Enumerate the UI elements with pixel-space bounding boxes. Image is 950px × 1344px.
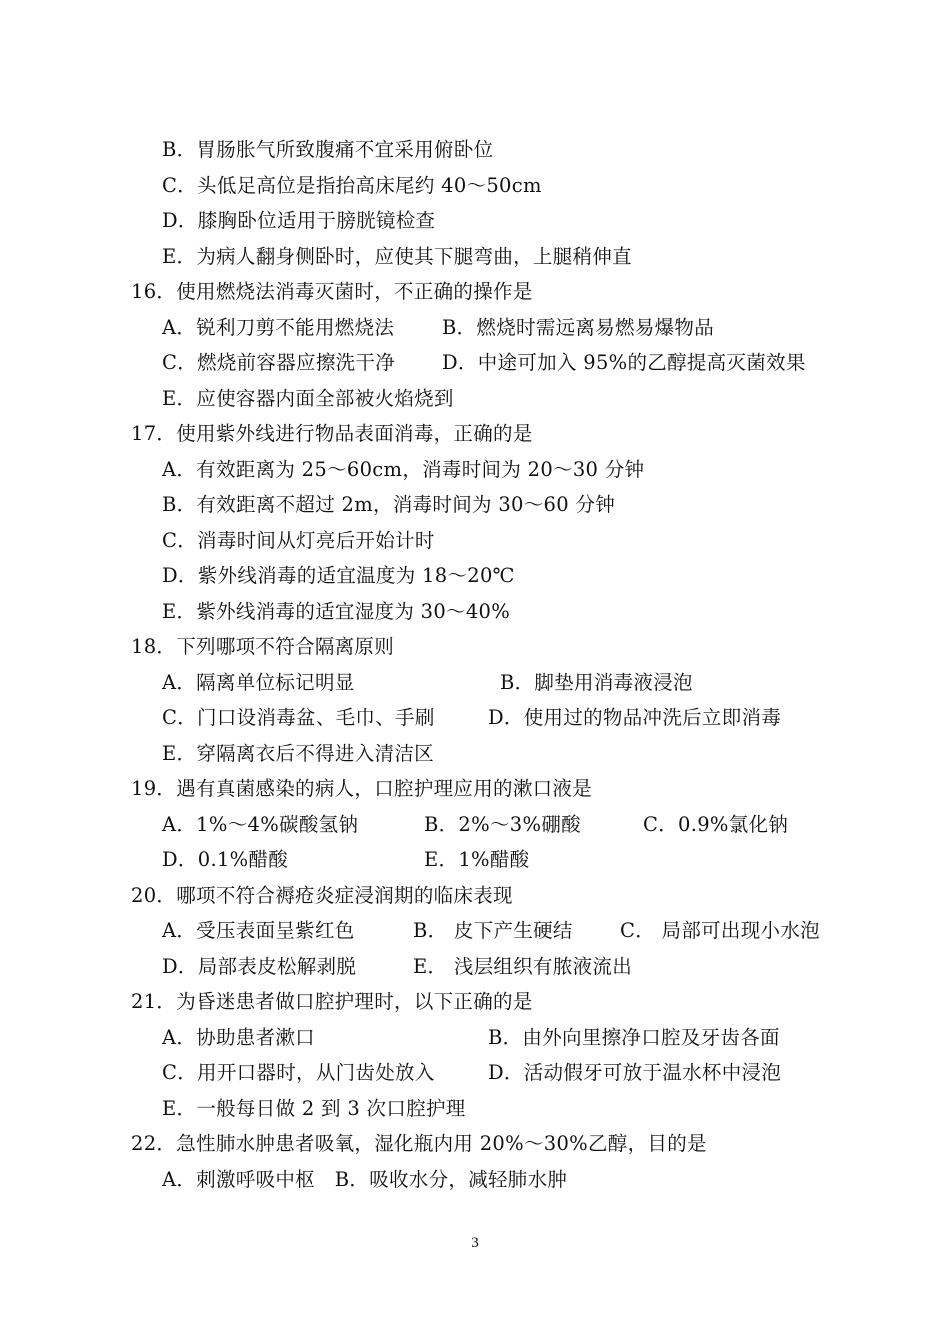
option-20d: D．局部表皮松解剥脱 bbox=[162, 955, 357, 978]
option-21d: D．活动假牙可放于温水杯中浸泡 bbox=[488, 1061, 782, 1084]
option-16c: C．燃烧前容器应擦洗干净 bbox=[162, 351, 396, 374]
option-18b: B．脚垫用消毒液浸泡 bbox=[500, 671, 693, 694]
option-18a: A．隔离单位标记明显 bbox=[162, 671, 355, 694]
option-17d: D．紫外线消毒的适宜温度为 18～20℃ bbox=[162, 564, 515, 587]
question-21: 21．为昏迷患者做口腔护理时，以下正确的是 bbox=[131, 990, 533, 1013]
option-17a: A．有效距离为 25～60cm，消毒时间为 20～30 分钟 bbox=[162, 458, 645, 481]
option-20c: C． 局部可出现小水泡 bbox=[620, 919, 820, 942]
question-16: 16．使用燃烧法消毒灭菌时，不正确的操作是 bbox=[131, 280, 533, 303]
option-21b: B．由外向里擦净口腔及牙齿各面 bbox=[488, 1026, 780, 1049]
question-17: 17．使用紫外线进行物品表面消毒，正确的是 bbox=[131, 422, 533, 445]
option-19a: A．1%～4%碳酸氢钠 bbox=[162, 813, 359, 836]
option-22ab: A．刺激呼吸中枢 B．吸收水分，减轻肺水肿 bbox=[162, 1168, 568, 1191]
option-16a: A．锐利刀剪不能用燃烧法 bbox=[162, 316, 395, 339]
question-19: 19．遇有真菌感染的病人，口腔护理应用的漱口液是 bbox=[131, 777, 593, 800]
option-17c: C．消毒时间从灯亮后开始计时 bbox=[162, 529, 435, 552]
option-18d: D．使用过的物品冲洗后立即消毒 bbox=[488, 706, 782, 729]
option-19d: D．0.1%醋酸 bbox=[162, 848, 289, 871]
option-20e: E． 浅层组织有脓液流出 bbox=[413, 955, 633, 978]
question-22: 22．急性肺水肿患者吸氧，湿化瓶内用 20%～30%乙醇，目的是 bbox=[131, 1132, 707, 1155]
option-15e: E．为病人翻身侧卧时，应使其下腿弯曲，上腿稍伸直 bbox=[162, 245, 632, 268]
question-20: 20．哪项不符合褥疮炎症浸润期的临床表现 bbox=[131, 884, 513, 907]
option-15c: C．头低足高位是指抬高床尾约 40～50cm bbox=[162, 174, 542, 197]
option-17b: B．有效距离不超过 2m，消毒时间为 30～60 分钟 bbox=[162, 493, 616, 516]
option-17e: E．紫外线消毒的适宜湿度为 30～40% bbox=[162, 600, 511, 623]
option-16d: D．中途可加入 95%的乙醇提高灭菌效果 bbox=[442, 351, 806, 374]
option-18c: C．门口设消毒盆、毛巾、手刷 bbox=[162, 706, 435, 729]
option-21e: E．一般每日做 2 到 3 次口腔护理 bbox=[162, 1097, 466, 1120]
option-21a: A．协助患者漱口 bbox=[162, 1026, 315, 1049]
option-16b: B．燃烧时需远离易燃易爆物品 bbox=[442, 316, 715, 339]
option-20a: A．受压表面呈紫红色 bbox=[162, 919, 355, 942]
option-21c: C．用开口器时，从门齿处放入 bbox=[162, 1061, 435, 1084]
option-15b: B．胃肠胀气所致腹痛不宜采用俯卧位 bbox=[162, 138, 494, 161]
option-19c: C．0.9%氯化钠 bbox=[643, 813, 789, 836]
option-20b: B． 皮下产生硬结 bbox=[413, 919, 573, 942]
option-15d: D．膝胸卧位适用于膀胱镜检查 bbox=[162, 209, 436, 232]
option-18e: E．穿隔离衣后不得进入清洁区 bbox=[162, 742, 434, 765]
option-19e: E．1%醋酸 bbox=[424, 848, 530, 871]
option-19b: B．2%～3%硼酸 bbox=[424, 813, 581, 836]
question-18: 18．下列哪项不符合隔离原则 bbox=[131, 635, 395, 658]
option-16e: E．应使容器内面全部被火焰烧到 bbox=[162, 387, 454, 410]
page-number: 3 bbox=[471, 1235, 479, 1251]
